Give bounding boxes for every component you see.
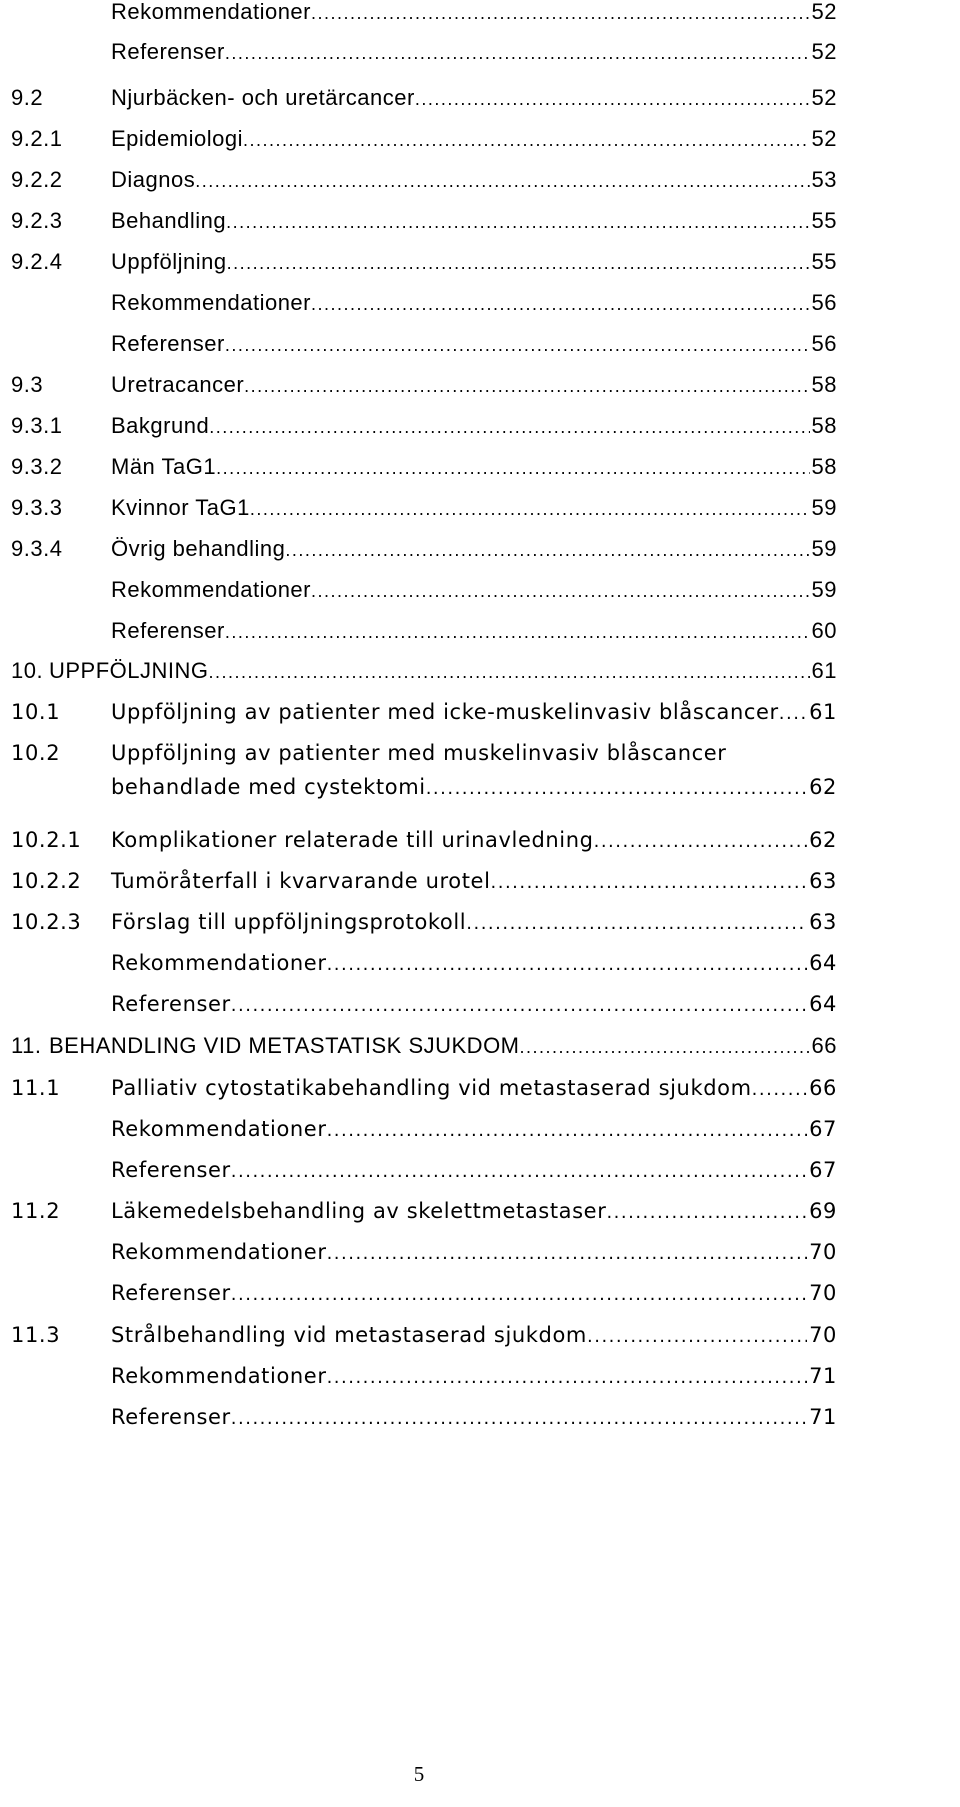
- toc-entry-number: 9.2.3: [11, 208, 63, 233]
- toc-entry-title: Referenser: [111, 614, 225, 648]
- toc-dot-leader: [520, 1030, 810, 1064]
- toc-dot-leader: [606, 1196, 807, 1230]
- toc-entry[interactable]: [11, 1112, 837, 1146]
- toc-entry-page: 61: [811, 658, 837, 683]
- toc-entry-title: Behandling: [111, 204, 226, 238]
- toc-entry-page: 63: [809, 869, 837, 893]
- toc-entry-title: Kvinnor TaG1: [111, 491, 250, 525]
- toc-dot-leader: [231, 1278, 807, 1312]
- toc-entry-title: Uretracancer: [111, 368, 244, 402]
- toc-entry-page: 56: [811, 290, 837, 315]
- toc-entry[interactable]: [11, 946, 837, 980]
- toc-dot-leader: [311, 0, 810, 30]
- toc-entry-title: Läkemedelsbehandling av skelettmetastaser: [111, 1194, 606, 1228]
- toc-entry-title: Män TaG1: [111, 450, 216, 484]
- toc-entry[interactable]: [11, 1194, 837, 1228]
- toc-entry-number: 11.1: [11, 1076, 61, 1100]
- toc-entry-page: 58: [811, 413, 837, 438]
- toc-entry-title: Epidemiologi: [111, 122, 243, 156]
- toc-entry-number: 9.3.3: [11, 495, 63, 520]
- toc-entry-page: 71: [809, 1405, 837, 1429]
- toc-entry-title: Bakgrund: [111, 409, 209, 443]
- toc-dot-leader: [243, 123, 810, 157]
- toc-entry[interactable]: [11, 327, 837, 361]
- toc-dot-leader: [216, 451, 809, 485]
- toc-entry-title: Referenser: [111, 327, 225, 361]
- toc-entry-number: 9.2.1: [11, 126, 63, 151]
- toc-dot-leader: [231, 989, 807, 1023]
- toc-entry[interactable]: [11, 1400, 837, 1434]
- toc-entry[interactable]: [11, 245, 837, 279]
- toc-entry[interactable]: [11, 573, 837, 607]
- toc-entry[interactable]: [11, 163, 837, 197]
- toc-entry-number: 9.3.4: [11, 536, 63, 561]
- toc-dot-leader: [327, 1237, 808, 1271]
- toc-dot-leader: [327, 1114, 808, 1148]
- toc-entry-title: Tumöråterfall i kvarvarande urotel: [111, 864, 491, 898]
- toc-dot-leader: [752, 1073, 807, 1107]
- toc-entry-number: 9.2: [11, 85, 44, 110]
- toc-dot-leader: [466, 907, 807, 941]
- toc-entry-page: 64: [809, 992, 837, 1016]
- toc-entry-number: 10.2: [11, 741, 61, 765]
- toc-entry-page: 67: [809, 1158, 837, 1182]
- toc-entry-number: 10.2.2: [11, 869, 82, 893]
- toc-dot-leader: [244, 369, 809, 403]
- toc-entry-page: 70: [809, 1281, 837, 1305]
- toc-entry-page: 70: [809, 1323, 837, 1347]
- toc-entry[interactable]: [11, 614, 837, 648]
- toc-entry-number: 9.2.2: [11, 167, 63, 192]
- toc-dot-leader: [226, 205, 809, 239]
- toc-entry[interactable]: [11, 654, 837, 688]
- toc-entry-page: 69: [809, 1199, 837, 1223]
- toc-entry[interactable]: [11, 823, 837, 857]
- toc-dot-leader: [311, 574, 810, 608]
- toc-entry-title: Referenser: [111, 35, 225, 69]
- toc-dot-leader: [250, 492, 810, 526]
- toc-entry-title: Njurbäcken- och uretärcancer: [111, 81, 415, 115]
- toc-entry-page: 62: [809, 775, 837, 799]
- toc-dot-leader: [225, 36, 810, 70]
- toc-entry-page: 71: [809, 1364, 837, 1388]
- toc-entry[interactable]: [11, 987, 837, 1021]
- toc-entry[interactable]: [11, 905, 837, 939]
- toc-entry[interactable]: [11, 122, 837, 156]
- toc-entry-title: UPPFÖLJNING: [49, 654, 209, 688]
- toc-dot-leader: [327, 948, 808, 982]
- toc-entry-title: Rekommendationer: [111, 573, 311, 607]
- toc-entry[interactable]: [11, 1235, 837, 1269]
- toc-entry[interactable]: [11, 1359, 837, 1393]
- toc-entry-page: 53: [811, 167, 837, 192]
- toc-entry[interactable]: [11, 1071, 837, 1105]
- toc-dot-leader: [231, 1155, 807, 1189]
- toc-entry-page: 56: [811, 331, 837, 356]
- toc-dot-leader: [311, 287, 810, 321]
- toc-dot-leader: [327, 1361, 808, 1395]
- toc-dot-leader: [594, 825, 807, 859]
- toc-entry[interactable]: [11, 1029, 837, 1063]
- toc-dot-leader: [415, 82, 810, 116]
- toc-entry-page: 61: [809, 700, 837, 724]
- toc-entry-title: Uppföljning av patienter med icke-muskelinvasiv blåscancer: [111, 695, 779, 729]
- toc-entry-number: 11.2: [11, 1199, 61, 1223]
- toc-entry-title: Rekommendationer: [111, 1359, 327, 1393]
- toc-entry-page: 52: [811, 85, 837, 110]
- toc-entry-page: 52: [811, 39, 837, 64]
- toc-entry-title: Referenser: [111, 987, 231, 1021]
- toc-entry-title: Diagnos: [111, 163, 195, 197]
- toc-entry[interactable]: [11, 0, 837, 29]
- toc-dot-leader: [426, 772, 807, 806]
- toc-entry[interactable]: [11, 368, 837, 402]
- toc-entry-page: 52: [811, 126, 837, 151]
- toc-entry[interactable]: [11, 409, 837, 443]
- toc-entry-page: 58: [811, 372, 837, 397]
- toc-entry-page: 52: [811, 0, 837, 24]
- toc-entry-title: Rekommendationer: [111, 286, 311, 320]
- toc-entry[interactable]: [11, 532, 837, 566]
- toc-entry-page: 55: [811, 249, 837, 274]
- toc-entry-title: Uppföljning: [111, 245, 227, 279]
- toc-entry[interactable]: [11, 35, 837, 69]
- toc-entry-number: 11.3: [11, 1323, 61, 1347]
- toc-entry-number: 10.2.3: [11, 910, 82, 934]
- toc-dot-leader: [195, 164, 809, 198]
- toc-entry-number: 10.1: [11, 700, 61, 724]
- toc-entry[interactable]: [11, 450, 837, 484]
- toc-entry-number: 10.2.1: [11, 828, 82, 852]
- toc-entry-title: Palliativ cytostatikabehandling vid metastaserad sjukdom: [111, 1071, 752, 1105]
- toc-entry[interactable]: [11, 864, 837, 898]
- toc-entry[interactable]: [11, 204, 837, 238]
- toc-entry[interactable]: [11, 736, 837, 806]
- toc-entry-page: 63: [809, 910, 837, 934]
- toc-dot-leader: [491, 866, 808, 900]
- toc-dot-leader: [209, 410, 809, 444]
- toc-entry-page: 66: [811, 1033, 837, 1058]
- toc-entry-number: 11.: [11, 1033, 42, 1058]
- toc-entry-title: Rekommendationer: [111, 1112, 327, 1146]
- toc-entry-title: Komplikationer relaterade till urinavledning: [111, 823, 594, 857]
- toc-entry-page: 55: [811, 208, 837, 233]
- toc-entry-page: 64: [809, 951, 837, 975]
- toc-entry-page: 60: [811, 618, 837, 643]
- toc-entry[interactable]: [11, 1276, 837, 1310]
- toc-dot-leader: [231, 1402, 807, 1436]
- toc-entry-page: 70: [809, 1240, 837, 1264]
- toc-entry-page: 59: [811, 495, 837, 520]
- toc-dot-leader: [209, 655, 810, 689]
- toc-dot-leader: [587, 1320, 807, 1354]
- toc-entry-title: Referenser: [111, 1276, 231, 1310]
- toc-dot-leader: [227, 246, 810, 280]
- toc-entry-title: Rekommendationer: [111, 946, 327, 980]
- toc-entry-title: Strålbehandling vid metastaserad sjukdom: [111, 1318, 587, 1352]
- toc-entry-page: 67: [809, 1117, 837, 1141]
- toc-entry-title: Rekommendationer: [111, 0, 311, 29]
- toc-entry-number: 10.: [11, 658, 44, 683]
- toc-entry[interactable]: [11, 1153, 837, 1187]
- toc-entry[interactable]: [11, 1318, 837, 1352]
- toc-entry[interactable]: [11, 286, 837, 320]
- toc-entry-number: 9.3: [11, 372, 44, 397]
- toc-entry[interactable]: [11, 81, 837, 115]
- toc-entry-number: 9.3.2: [11, 454, 63, 479]
- toc-entry-number: 9.2.4: [11, 249, 63, 274]
- page-number: 5: [413, 1762, 425, 1786]
- toc-entry-title: Övrig behandling: [111, 532, 285, 566]
- toc-entry-number: 9.3.1: [11, 413, 63, 438]
- toc-entry-page: 66: [809, 1076, 837, 1100]
- toc-entry-title-first-line: Uppföljning av patienter med muskelinvasiv blåscancer: [111, 741, 727, 765]
- toc-entry-page: 59: [811, 536, 837, 561]
- toc-entry-title: Rekommendationer: [111, 1235, 327, 1269]
- toc-entry-page: 59: [811, 577, 837, 602]
- toc-dot-leader: [285, 533, 809, 567]
- toc-entry[interactable]: [11, 491, 837, 525]
- toc-entry-title: BEHANDLING VID METASTATISK SJUKDOM: [49, 1029, 520, 1063]
- toc-entry[interactable]: [11, 695, 837, 729]
- toc-entry-title: Förslag till uppföljningsprotokoll: [111, 905, 466, 939]
- toc-entry-page: 62: [809, 828, 837, 852]
- toc-entry-title: Referenser: [111, 1400, 231, 1434]
- toc-dot-leader: [225, 615, 810, 649]
- toc-dot-leader: [779, 697, 807, 731]
- toc-entry-page: 58: [811, 454, 837, 479]
- toc-entry-title: Referenser: [111, 1153, 231, 1187]
- toc-dot-leader: [225, 328, 810, 362]
- toc-entry-title: behandlade med cystektomi: [111, 770, 426, 804]
